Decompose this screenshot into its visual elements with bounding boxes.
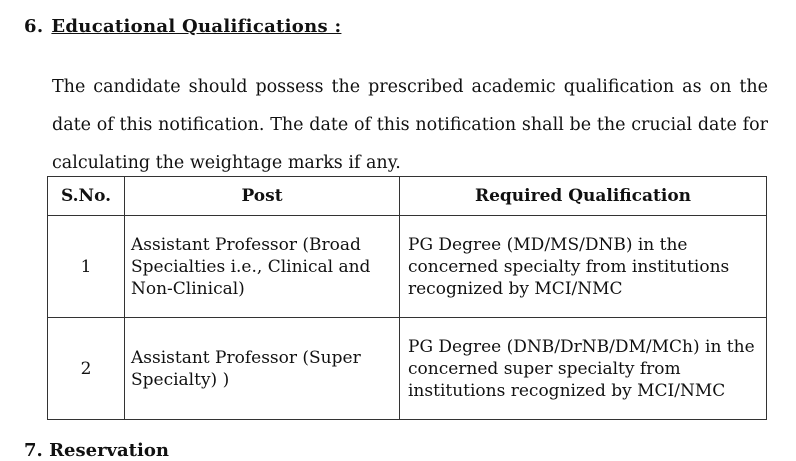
section-paragraph: The candidate should possess the prescribed academic qualification as on the date of this notification. The date of this notification shall be the crucial date for calculating the weightage marks if any. [52,77,768,173]
next-section-heading [24,440,169,461]
header-qualification: Required Qualification [400,177,767,216]
cell-qualification: PG Degree (MD/MS/DNB) in the concerned specialty from institutions recognized by MCI/NMC [400,216,767,318]
cell-sno: 1 [48,216,125,318]
cell-post: Assistant Professor (Broad Specialties i.e., Clinical and Non-Clinical) [125,216,400,318]
cell-post: Assistant Professor (Super Specialty) ) [125,318,400,420]
section-title: Educational Qualifications : [51,16,342,37]
table-row [48,216,767,318]
table-row [48,318,767,420]
next-section-number: 7. [24,440,43,461]
cell-qualification: PG Degree (DNB/DrNB/DM/MCh) in the concerned super specialty from institutions recognized by MCI/NMC [400,318,767,420]
section-heading [24,16,341,37]
qualifications-table [47,176,767,420]
next-section-title: Reservation [49,440,169,461]
section-number: 6. [24,16,44,37]
table-header-row [48,177,767,216]
cell-sno: 2 [48,318,125,420]
header-post: Post [125,177,400,216]
header-sno: S.No. [48,177,125,216]
